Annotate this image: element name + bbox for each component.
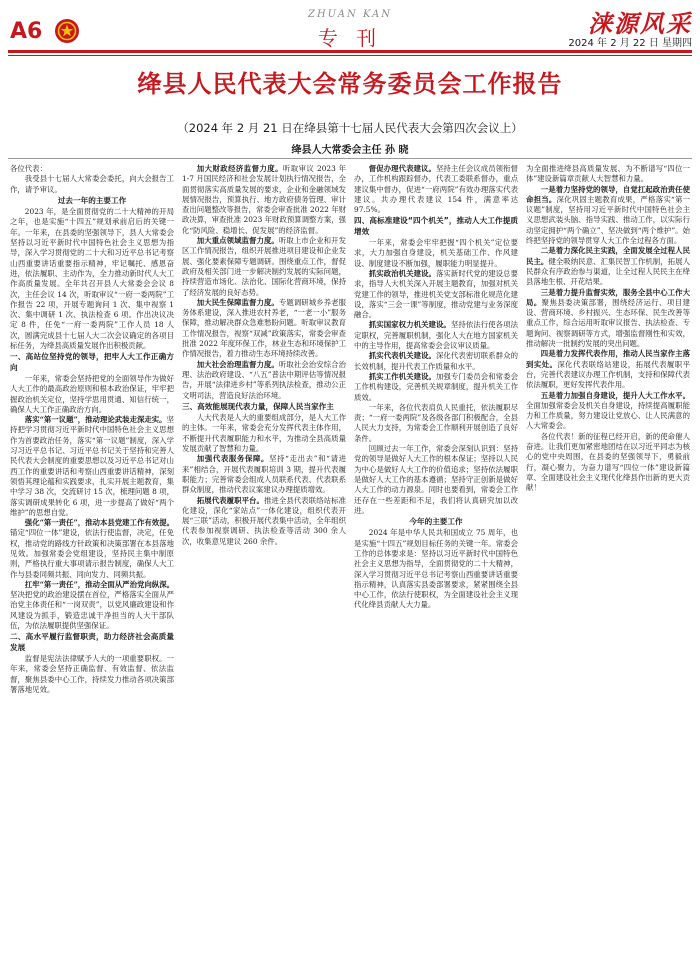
lead-phrase: 加大重点领域监督力度。 bbox=[196, 236, 279, 246]
paragraph: 各位代表！新的征程已经开启，新的使命催人奋进。让我们更加紧密地团结在以习近平同志为核心的党中央周围，在县委的坚强领导下，勇毅前行，凝心聚力，为奋力谱写“四位一体”建设新篇章、全面建设社会主义现代化绛县作出新的更大贡献！ bbox=[526, 431, 690, 493]
paragraph-text: 加强专门委员会和常委会工作机构建设，完善机关规章制度，提升机关工作质效。 bbox=[354, 371, 518, 402]
paragraph: 我受县十七届人大常委会委托，向大会报告工作，请予审议。 bbox=[10, 174, 174, 194]
text-column-2 bbox=[182, 164, 346, 976]
paragraph-text: 聚焦县委决策部署，围绕经济运行、项目建设、营商环境、乡村振兴、生态环保、民生改善等重点工作，综合运用听取审议报告、执法检查、专题询问、视察调研等方式，增强监督刚性和实效，推动解决一批制约发展的突出问题。 bbox=[526, 297, 690, 349]
paragraph-text: 落实新时代党的建设总要求，指导人大机关深入开展主题教育，加强对机关党建工作的领导，推进机关党支部标准化规范化建设，落实“三会一课”等制度，推动党建与业务深度融合。 bbox=[354, 268, 518, 320]
paragraph-text: 坚决把党的政治建设摆在首位，严格落实全面从严治党主体责任和“一岗双责”，以党风廉政建设和作风建设为抓手，锻造忠诚干净担当的人大干部队伍，为依法履职提供坚强保证。 bbox=[10, 590, 174, 631]
lead-phrase: 加大财政经济监督力度。 bbox=[196, 164, 283, 173]
lead-phrase: 五是着力加强自身建设，提升人大工作水平。 bbox=[540, 390, 690, 400]
paragraph: 回顾过去一年工作，常委会深刻认识到：坚持党的领导是做好人大工作的根本保证；坚持以人民为中心是做好人大工作的价值追求；坚持依法履职是做好人大工作的基本遵循；坚持守正创新是做好人大工作的动力源泉。同时也要看到，常委会工作还存在一些差距和不足，我们将认真研究加以改进。 bbox=[354, 444, 518, 515]
paragraph-text: 听取上市企业和开发区工作情况报告，组织开展推进项目建设和企业发展、强化要素保障专题调研。围绕重点工作，督促政府及相关部门进一步解决制约发展的实际问题，持续营造市场化、法治化、国际化营商环境，保持了经济发展的良好态势。 bbox=[182, 236, 346, 297]
paragraph-text: 全面加强常委会及机关自身建设，持续提高履职能力和工作质量，努力建设让党放心、让人民满意的人大常委会。 bbox=[526, 400, 690, 431]
masthead bbox=[0, 0, 700, 58]
text-column-3 bbox=[354, 164, 518, 976]
paragraph-text: 推进全县代表联络站标准化建设，深化“家站点”一体化建设，组织代表开展“三联”活动，积极开展代表集中活动，全年组织代表参加视察调研、执法检查等活动 300 余人次，收集意见建议 260 余件。 bbox=[182, 495, 346, 546]
lead-phrase: 四是着力发挥代表作用，推动人民当家作主落到实处。 bbox=[526, 349, 690, 369]
article-body bbox=[10, 164, 690, 976]
lead-phrase: 抓实国家权力机关建设。 bbox=[368, 320, 451, 330]
paragraph-text: 深化代表联络站建设，拓展代表履职平台，完善代表建议办理工作机制，支持和保障代表依法履职，更好发挥代表作用。 bbox=[526, 359, 690, 390]
lead-phrase: 扛牢“第一责任”，推动全面从严治党向纵深。 bbox=[24, 579, 174, 589]
paragraph: 为全面推进绛县高质量发展、为不断谱写“四位一体”建设新篇章贡献人大智慧和力量。 bbox=[526, 164, 690, 184]
column-title: 专 刊 bbox=[317, 26, 383, 50]
paragraph-text: 锚定“四位一体”建设，依法行使监督，决定，任免权，推动党的路线方针政策和决策部署在本县落地见效。加强常委会党组建设，坚持民主集中制原则，严格执行重大事项请示报告制度，确保人大工作与县委同频共振、同向发力、同频共振。 bbox=[10, 528, 174, 579]
lead-phrase: 加大民生保障监督力度。 bbox=[196, 297, 279, 307]
article-headline: 绛县人民代表大会常务委员会工作报告 bbox=[137, 70, 563, 98]
lead-phrase: 拓展代表履职平台。 bbox=[196, 495, 264, 505]
section-heading: 四、高标准建设“四个机关”，推动人大工作提质增效 bbox=[354, 216, 518, 236]
paragraph: 人大代表是人大的重要组成部分，是人大工作的主体。一年来，常委会充分发挥代表主体作用，不断提升代表履职能力和水平，为推动全县高质量发展贡献了智慧和力量。 bbox=[182, 413, 346, 454]
masthead-rule-thin bbox=[8, 55, 692, 56]
paragraph: 监督是宪法法律赋予人大的一项重要职权。一年来，常委会坚持正确监督、有效监督、依法监督，聚焦县委中心工作，持续发力推动各项决策部署落地见效。 bbox=[10, 653, 174, 694]
publication-date: 2024 年 2 月 22 日 星期四 bbox=[568, 38, 692, 49]
paragraph-text: 坚持“走出去”和“请进来”相结合，开展代表履职培训 3 期，提升代表履职能力；完善常委会组成人员联系代表、代表联系群众制度，推动代表议案建议办理提质增效。 bbox=[182, 454, 346, 495]
paragraph-text: 深化巩固主题教育成果，严格落实“第一议题”制度，坚持用习近平新时代中国特色社会主义思想武装头脑、指导实践、推动工作，以实际行动坚定拥护“两个确立”、坚决做到“两个维护”。始终把坚持党的领导贯穿人大工作全过程各方面。 bbox=[526, 194, 690, 246]
paragraph-text: 坚持主任会议成员领衔督办，工作机构跟踪督办，代表工委联系督办，重点建议集中督办，促进“一府两院”有效办理落实代表建议。共办理代表建议 154 件，满意率达 97.5%。 bbox=[354, 164, 518, 215]
section-heading: 过去一年的主要工作 bbox=[57, 195, 127, 205]
salutation: 各位代表： bbox=[10, 164, 47, 173]
text-column-1 bbox=[10, 164, 174, 976]
paragraph: 2024 年是中华人民共和国成立 75 周年，也是实施“十四五”规划目标任务的关键一年。常委会工作的总体要求是：坚持以习近平新时代中国特色社会主义思想为指导，全面贯彻党的二十大精神，深入学习贯彻习近平总书记考察山西重要讲话重要指示精神，认真落实县委部署要求，紧紧围绕全县中心工作，依法行使职权，为全面建设社会主义现代化绛县贡献人大力量。 bbox=[354, 528, 518, 610]
article-subline: （2024 年 2 月 21 日在绛县第十七届人民代表大会第四次会议上） bbox=[177, 121, 523, 135]
paragraph: 一年来，常委会坚持把党的全面领导作为做好人大工作的最高政治原则和根本政治保证，牢牢把握政治机关定位，坚持学思用贯通、知信行统一，确保人大工作正确政治方向。 bbox=[10, 373, 174, 414]
paragraph-text: 听取审议 2023 年 1-7 月国民经济和社会发展计划执行情况报告，全面贯彻落实高质量发展的要求，企业和金融领域发展情况报告，预算执行、地方政府债务管理、审计查出问题整改等报告，常委会审查批准 2022 年财政决算，审查批准 2023 年财政预算调整方案，强化“防风险、稳增长、促发展”的经济监督。 bbox=[182, 164, 346, 235]
lead-phrase: 抓实工作机关建设。 bbox=[368, 371, 436, 381]
lead-phrase: 抓实政治机关建设。 bbox=[368, 268, 436, 278]
lead-phrase: 加大社会治理监督力度。 bbox=[196, 359, 279, 369]
paragraph: 一年来，常委会牢牢把握“四个机关”定位要求，大力加强自身建设，机关基础工作、作风建设、制度建设不断加强，履职能力明显提升。 bbox=[354, 238, 518, 268]
paragraph: 2023 年，是全面贯彻党的二十大精神的开局之年，也是实施“十四五”规划承前启后的关键一年。一年来，在县委的坚强领导下，县人大常委会坚持以习近平新时代中国特色社会主义思想为指导，深入学习贯彻党的二十大和习近平总书记考察山西重要讲话重要指示精神，牢记嘱托、感恩奋进，依法履职、主动作为，全力推动新时代人大工作高质量发展。全年共召开县人大常委会会议 8 次，主任会议 14 次，听取审议“一府一委两院”工作报告 22 项，开展专题询问 1 次、集中视察 1 次、集中调研 1 次、执法检查 6 项。作出决议决定 8 件，任免“一府一委两院”工作人员 18 人次，圆满完成县十七届人大二次会议确定的各项目标任务，为绛县高质量发展作出积极贡献。 bbox=[10, 207, 174, 351]
section-heading: 今年的主要工作 bbox=[409, 517, 463, 527]
paragraph-text: 健全吸纳民意、汇集民智工作机制，拓展人民群众有序政治参与渠道，让全过程人民民主在绛县落地生根、开花结果。 bbox=[526, 256, 690, 287]
lead-phrase: 督促办理代表建议。 bbox=[368, 164, 436, 173]
paragraph-text: 深化代表密切联系群众的长效机制，提升代表工作质量和水平。 bbox=[354, 351, 518, 371]
article-author: 绛县人大常委会主任 孙 晓 bbox=[291, 145, 409, 156]
paragraph-text: 坚持依法行使各项法定职权，完善履职机制，强化人大在地方国家机关中的主导作用，提高常委会会议审议质量。 bbox=[354, 320, 518, 351]
headline-divider bbox=[8, 158, 692, 159]
paragraph-text: 专题调研城乡养老服务体系建设，深入推进农村养老，“一老一小”服务保障，推动解决群众急难愁盼问题。听取审议教育工作情况报告，视察“双减”政策落实，常委会审查批准 2022 年度环保工作，林业生态和环境保护工作情况报告，着力推动生态环境持续改善。 bbox=[182, 297, 346, 359]
lead-phrase: 二是着力深化民主实践，全面发展全过程人民民主。 bbox=[526, 246, 690, 266]
lead-phrase: 强化“第一责任”，推动本县党建工作有效提。 bbox=[24, 518, 174, 528]
column-pinyin: ZHUAN KAN bbox=[308, 9, 392, 20]
page-number: A6 bbox=[10, 19, 43, 44]
national-emblem-icon bbox=[54, 18, 80, 44]
paragraph: 一年来，各位代表肩负人民重托，依法履职尽责；“一府一委两院”及各级各部门积极配合，全县人民大力支持，为常委会工作顺利开展创造了良好条件。 bbox=[354, 402, 518, 443]
section-heading: 二、高水平履行监督职责，助力经济社会高质量发展 bbox=[10, 632, 174, 652]
paragraph-text: 听取社会治安综合治理、法治政府建设、“八五”普法中期评估等情况报告，开展“法律进乡村”等系列执法检查，推动公正文明司法，营造良好法治环境。 bbox=[182, 359, 346, 400]
masthead-rule bbox=[8, 50, 692, 53]
paper-name: 涞源风采 bbox=[588, 9, 692, 38]
lead-phrase: 落实“第一议题”，推动理论武装走深走实。 bbox=[24, 415, 167, 425]
paragraph-text: 坚持把学习贯彻习近平新时代中国特色社会主义思想作为首要政治任务，落实“第一议题”制度，深入学习习近平总书记、习近平总书记关于坚持和完善人民代表大会制度的重要思想以及习近平总书记对山西工作的重要讲话和考察山西重要讲话精神，深刻领悟其理论蕴和实践要求，扎实开展主题教育，集中学习 38 次，交流研讨 15 次，梳理问题 8 项，落实调研成果转化 6 项，进一步提高了做好“两个维护”的思想自觉。 bbox=[10, 415, 174, 517]
lead-phrase: 一是着力坚持党的领导，自觉扛起政治责任使命担当。 bbox=[526, 184, 690, 204]
section-heading: 三、高效能展现代表力量，保障人民当家作主 bbox=[182, 401, 334, 411]
lead-phrase: 抓实代表机关建设。 bbox=[368, 351, 436, 361]
text-column-4 bbox=[526, 164, 690, 976]
lead-phrase: 三是着力提升监督实效，服务全县中心工作大局。 bbox=[526, 287, 690, 307]
section-heading: 一、高站位坚持党的领导，把牢人大工作正确方向 bbox=[10, 352, 174, 372]
lead-phrase: 加强代表服务保障。 bbox=[196, 454, 270, 464]
